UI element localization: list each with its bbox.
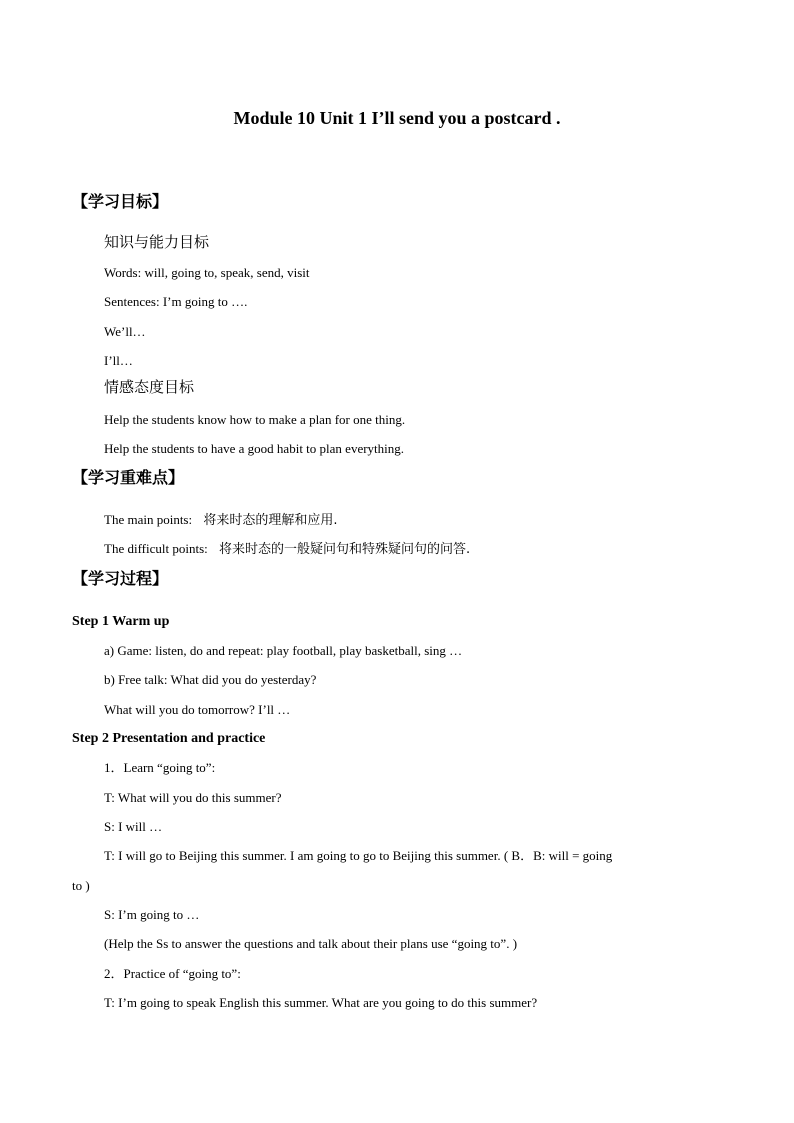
step-1-line-a: a) Game: listen, do and repeat: play football, play basketball, sing … xyxy=(104,643,463,658)
difficult-points-label: The difficult points: xyxy=(104,541,208,556)
ill-line: I’ll… xyxy=(104,353,133,368)
help-line-2: Help the students to have a good habit to plan everything. xyxy=(104,441,405,456)
page-title: Module 10 Unit 1 I’ll send you a postcard . xyxy=(233,108,561,128)
knowledge-heading: 知识与能力目标 xyxy=(104,233,210,251)
step-2-student-line-1: S: I will … xyxy=(104,819,163,834)
main-points-line xyxy=(104,512,338,529)
section-heading-objectives: 【学习目标】 xyxy=(72,192,169,211)
step-2-help-note: (Help the Ss to answer the questions and talk about their plans use “going to”. ) xyxy=(104,936,518,951)
well-line: We’ll… xyxy=(104,324,146,339)
main-points-text: 将来时态的理解和应用. xyxy=(203,513,338,528)
sentences-line: Sentences: I’m going to …. xyxy=(104,294,248,309)
step-2-item-2: 2．Practice of “going to”: xyxy=(104,966,241,981)
step-2-teacher-line-2-cont: to ) xyxy=(72,878,90,893)
step-2-title: Step 2 Presentation and practice xyxy=(72,731,266,746)
step-2-teacher-line-3: T: I’m going to speak English this summer. What are you going to do this summer? xyxy=(104,995,538,1010)
difficult-points-line xyxy=(104,541,470,558)
step-1-line-b: b) Free talk: What did you do yesterday? xyxy=(104,672,317,687)
step-1-line-c: What will you do tomorrow? I’ll … xyxy=(104,702,291,717)
step-2-teacher-line-1: T: What will you do this summer? xyxy=(104,790,282,805)
difficult-points-text: 将来时态的一般疑问句和特殊疑问句的问答. xyxy=(219,542,471,557)
step-2-student-line-2: S: I’m going to … xyxy=(104,907,200,922)
step-1-title: Step 1 Warm up xyxy=(72,614,170,629)
section-heading-key-points: 【学习重难点】 xyxy=(72,468,185,487)
step-2-item-1: 1．Learn “going to”: xyxy=(104,760,216,775)
emotion-heading: 情感态度目标 xyxy=(104,378,195,396)
words-line: Words: will, going to, speak, send, visit xyxy=(104,265,310,280)
main-points-label: The main points: xyxy=(104,512,193,527)
section-heading-process: 【学习过程】 xyxy=(72,569,169,588)
help-line-1: Help the students know how to make a plan for one thing. xyxy=(104,412,406,427)
step-2-teacher-line-2: T: I will go to Beijing this summer. I am going to go to Beijing this summer. ( B．B: will = going xyxy=(104,848,613,863)
